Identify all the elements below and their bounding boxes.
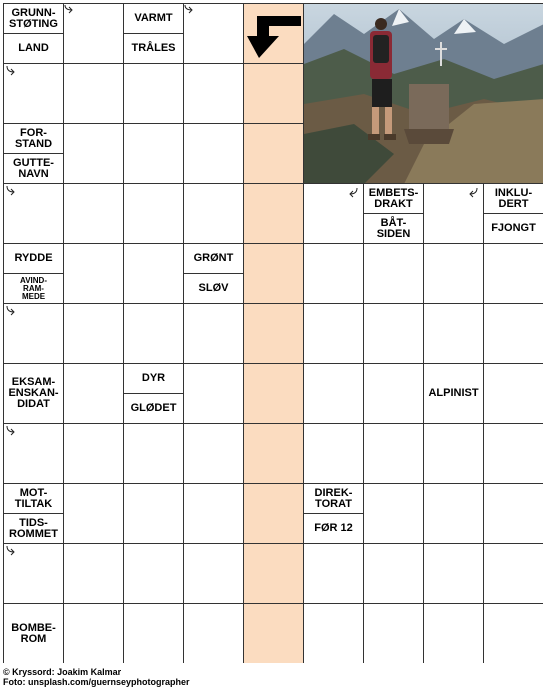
answer-cell[interactable] [363,603,423,663]
answer-cell[interactable] [303,603,363,663]
answer-cell[interactable] [423,543,483,603]
clue-c1b: LAND [4,34,63,63]
answer-cell[interactable] [63,243,123,303]
answer-cell[interactable] [123,483,183,543]
clue-c11a: MOT- TILTAK [4,484,63,514]
direction-arrow-icon [183,3,195,15]
clue-c5a: INKLU- DERT [484,184,543,214]
answer-cell[interactable] [483,243,543,303]
answer-cell[interactable] [183,603,243,663]
clue-c3a: FOR- STAND [4,124,63,154]
answer-cell[interactable] [483,603,543,663]
answer-cell[interactable] [303,243,363,303]
clue-c3b: GUTTE- NAVN [4,154,63,183]
answer-cell[interactable] [423,243,483,303]
answer-cell[interactable] [303,543,363,603]
answer-cell[interactable] [183,183,243,243]
clue-c4b: BÅT- SIDEN [364,214,423,243]
solution-cell[interactable] [243,183,303,243]
clue-c6b: AVIND- RAM- MEDE [4,274,63,303]
answer-cell[interactable] [183,303,243,363]
clue-c2a: VARMT [124,4,183,34]
clue-c13: BOMBE- ROM [4,604,63,663]
answer-cell[interactable] [63,363,123,423]
clue-c6a: RYDDE [4,244,63,274]
answer-cell[interactable] [123,303,183,363]
clue-c12a: DIREK- TORAT [304,484,363,514]
direction-arrow-icon [5,425,17,437]
clue-c8: EKSAM- ENSKAN- DIDAT [4,364,63,423]
answer-cell[interactable] [123,183,183,243]
answer-cell[interactable] [63,303,123,363]
answer-cell[interactable] [183,363,243,423]
solution-cell[interactable] [243,303,303,363]
answer-cell[interactable] [483,303,543,363]
answer-cell[interactable] [63,423,123,483]
solution-cell[interactable] [243,363,303,423]
answer-cell[interactable] [63,123,123,183]
solution-cell[interactable] [243,423,303,483]
answer-cell[interactable] [183,483,243,543]
answer-cell[interactable] [423,303,483,363]
direction-arrow-icon [5,305,17,317]
answer-cell[interactable] [183,423,243,483]
clue-c9a: DYR [124,364,183,394]
clue-c7b: SLØV [184,274,243,303]
answer-cell[interactable] [123,123,183,183]
clue-c11b: TIDS- ROMMET [4,514,63,543]
answer-cell[interactable] [363,483,423,543]
solution-cell[interactable] [243,63,303,123]
answer-cell[interactable] [63,183,123,243]
answer-cell[interactable] [123,423,183,483]
clue-c5b: FJONGT [484,214,543,243]
photo-credit: Foto: unsplash.com/guernseyphotographer [3,677,190,687]
clue-c9b: GLØDET [124,394,183,423]
answer-cell[interactable] [123,63,183,123]
answer-cell[interactable] [363,363,423,423]
answer-cell[interactable] [363,543,423,603]
answer-cell[interactable] [423,603,483,663]
clue-c1a: GRUNN- STØTING [4,4,63,34]
direction-arrow-icon [5,185,17,197]
clue-c7a: GRØNT [184,244,243,274]
solution-cell[interactable] [243,483,303,543]
answer-cell[interactable] [183,63,243,123]
answer-cell[interactable] [483,363,543,423]
direction-arrow-icon [467,186,479,198]
clue-c2b: TRÅLES [124,34,183,63]
answer-cell[interactable] [123,543,183,603]
answer-cell[interactable] [123,603,183,663]
solution-cell[interactable] [243,603,303,663]
answer-cell[interactable] [423,483,483,543]
direction-arrow-icon [347,186,359,198]
direction-arrow-icon [63,3,75,15]
answer-cell[interactable] [303,363,363,423]
answer-cell[interactable] [303,303,363,363]
mountain-hiker-photo [303,3,543,183]
answer-cell[interactable] [363,303,423,363]
solution-cell[interactable] [243,543,303,603]
answer-cell[interactable] [363,243,423,303]
answer-cell[interactable] [423,423,483,483]
clue-c12b: FØR 12 [304,514,363,543]
solution-arrow-icon [247,10,303,58]
answer-cell[interactable] [63,603,123,663]
answer-cell[interactable] [483,483,543,543]
answer-cell[interactable] [363,423,423,483]
answer-cell[interactable] [63,543,123,603]
answer-cell[interactable] [303,423,363,483]
answer-cell[interactable] [483,543,543,603]
answer-cell[interactable] [63,483,123,543]
solution-cell[interactable] [243,243,303,303]
answer-cell[interactable] [183,123,243,183]
answer-cell[interactable] [123,243,183,303]
answer-cell[interactable] [63,63,123,123]
solution-cell[interactable] [243,123,303,183]
clue-c10: ALPINIST [424,364,483,423]
direction-arrow-icon [5,545,17,557]
clue-c4a: EMBETS- DRAKT [364,184,423,214]
puzzle-credit: © Kryssord: Joakim Kalmar [3,667,122,677]
direction-arrow-icon [5,65,17,77]
answer-cell[interactable] [483,423,543,483]
credits [3,667,190,687]
answer-cell[interactable] [183,543,243,603]
